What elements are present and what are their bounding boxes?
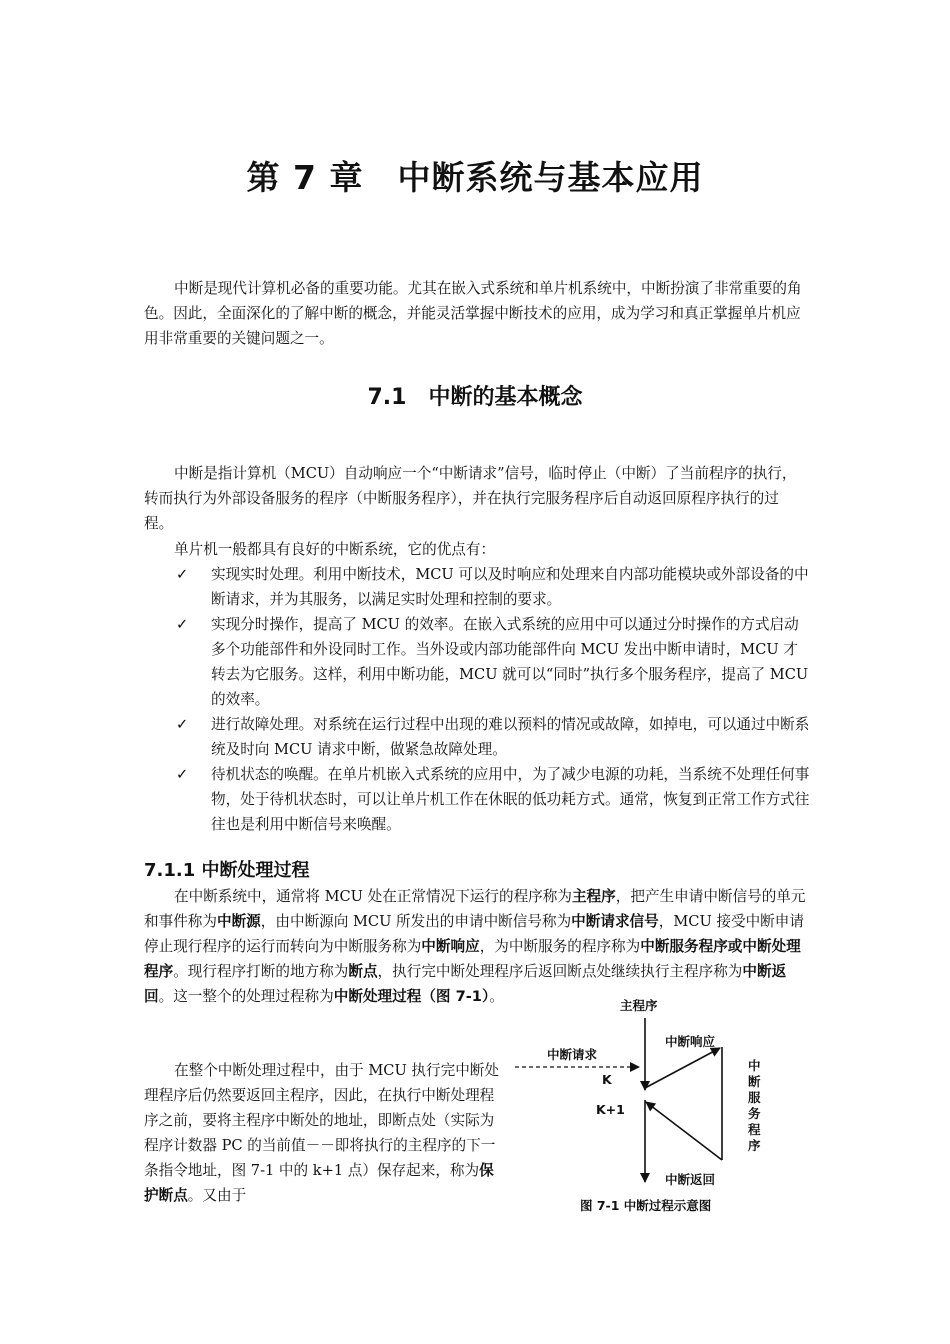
- main-program-label: 主程序: [620, 998, 658, 1013]
- term-interrupt-return: 中断返回: [144, 963, 787, 1005]
- list-item-text: 实现实时处理。利用中断技术，MCU 可以及时响应和处理来自内部功能模块或外部设备的中断请求，并为其服务，以满足实时处理和控制的要求。: [211, 566, 809, 608]
- text-run: ，把产生申请中断信号的单元和事件称为: [144, 888, 806, 930]
- list-item-text: 进行故障处理。对系统在运行过程中出现的难以预料的情况或故障，如掉电，可以通过中断系统及时向 MCU 请求中断，做紧急故障处理。: [211, 716, 810, 758]
- advantages-intro: 单片机一般都具有良好的中断系统，它的优点有：: [174, 541, 496, 558]
- text-run: 。: [489, 988, 504, 1005]
- interrupt-return-label: 中断返回: [665, 1172, 716, 1187]
- list-item: [176, 612, 810, 712]
- service-char: 中: [748, 1058, 761, 1073]
- text-run: ，MCU 接受中断申请停止现行程序的运行而转向为中断服务称为: [144, 913, 804, 955]
- term-main-program: 主程序: [571, 888, 616, 905]
- definition-paragraph: 中断是指计算机（MCU）自动响应一个“中断请求”信号，临时停止（中断）了当前程序的执行，转而执行为外部设备服务的程序（中断服务程序），并在执行完服务程序后自动返回原程序执行的过程。: [144, 465, 797, 532]
- checkmark-icon: ✓: [176, 616, 189, 633]
- text-run: ，由中断源向 MCU 所发出的申请中断信号称为: [260, 913, 572, 930]
- term-interrupt-process: 中断处理过程（图 7-1）: [333, 988, 490, 1005]
- term-protect-breakpoint: 保护断点: [144, 1162, 494, 1204]
- term-interrupt-response: 中断响应: [421, 938, 480, 955]
- list-item-text: 实现分时操作，提高了 MCU 的效率。在嵌入式系统的应用中可以通过分时操作的方式启动多个功能部件和外设同时工作。当外设或内部功能部件向 MCU 发出中断申请时，MCU 才转去为它服务。这样，利用中断功能，MCU 就可以“同时”执行多个服务程序，提高了 MCU 的效率。: [211, 616, 809, 708]
- breakpoint-paragraph: [144, 1058, 504, 1208]
- text-run: 。又由于: [187, 1187, 247, 1204]
- list-item: [176, 712, 810, 762]
- service-char: 服: [748, 1090, 761, 1105]
- chapter-title: 第 7 章 中断系统与基本应用: [246, 158, 704, 197]
- intro-paragraph: 中断是现代计算机必备的重要功能。尤其在嵌入式系统和单片机系统中，中断扮演了非常重要的角色。因此，全面深化的了解中断的概念，并能灵活掌握中断技术的应用，成为学习和真正掌握单片机应用非常重要的关键问题之一。: [144, 280, 802, 347]
- text-run: 。现行程序打断的地方称为: [173, 963, 349, 980]
- text-run: 在整个中断处理过程中，由于 MCU 执行完中断处理程序后仍然要返回主程序，因此，在执行中断处理程序之前，要将主程序中断处的地址，即断点处（实际为程序计数器 PC 的当前值－－即将执行的主程序的下一条指令地址，图 7-1 中的 k+1 点）保存起来，称为: [144, 1062, 499, 1179]
- checkmark-icon: ✓: [176, 566, 189, 583]
- checkmark-icon: ✓: [176, 766, 189, 783]
- term-service-program: 中断服务程序或中断处理程序: [144, 938, 801, 980]
- interrupt-response-label: 中断响应: [665, 1034, 716, 1049]
- service-char: 务: [748, 1106, 761, 1121]
- process-paragraph: [144, 884, 808, 1009]
- advantages-list: [176, 562, 810, 837]
- list-item: [176, 762, 810, 837]
- list-item: [176, 562, 810, 612]
- interrupt-process-diagram: [510, 992, 800, 1222]
- term-breakpoint: 断点: [348, 963, 378, 980]
- section-title: 7.1 中断的基本概念: [367, 385, 583, 410]
- term-interrupt-source: 中断源: [216, 913, 261, 930]
- text-run: 在中断系统中，通常将 MCU 处在正常情况下运行的程序称为: [174, 888, 572, 905]
- figure-caption: 图 7-1 中断过程示意图: [580, 1198, 712, 1213]
- text-run: ，执行完中断处理程序后返回断点处继续执行主程序称为: [377, 963, 743, 980]
- k-plus-1-label: K+1: [596, 1102, 625, 1117]
- service-program-label: [748, 1058, 761, 1153]
- text-run: 。这一整个的处理过程称为: [158, 988, 334, 1005]
- term-interrupt-request-signal: 中断请求信号: [571, 913, 659, 930]
- interrupt-request-label: 中断请求: [547, 1047, 598, 1062]
- service-char: 断: [748, 1074, 761, 1089]
- k-label: K: [602, 1072, 612, 1087]
- checkmark-icon: ✓: [176, 716, 189, 733]
- return-arrow: [646, 1102, 722, 1160]
- text-run: ，为中断服务的程序称为: [479, 938, 641, 955]
- response-arrow: [645, 1048, 720, 1088]
- subsection-title: 7.1.1 中断处理过程: [144, 860, 310, 881]
- service-char: 序: [748, 1138, 761, 1153]
- service-char: 程: [748, 1122, 761, 1137]
- list-item-text: 待机状态的唤醒。在单片机嵌入式系统的应用中，为了减少电源的功耗，当系统不处理任何事物，处于待机状态时，可以让单片机工作在休眠的低功耗方式。通常，恢复到正常工作方式往往也是利用中断信号来唤醒。: [211, 766, 810, 833]
